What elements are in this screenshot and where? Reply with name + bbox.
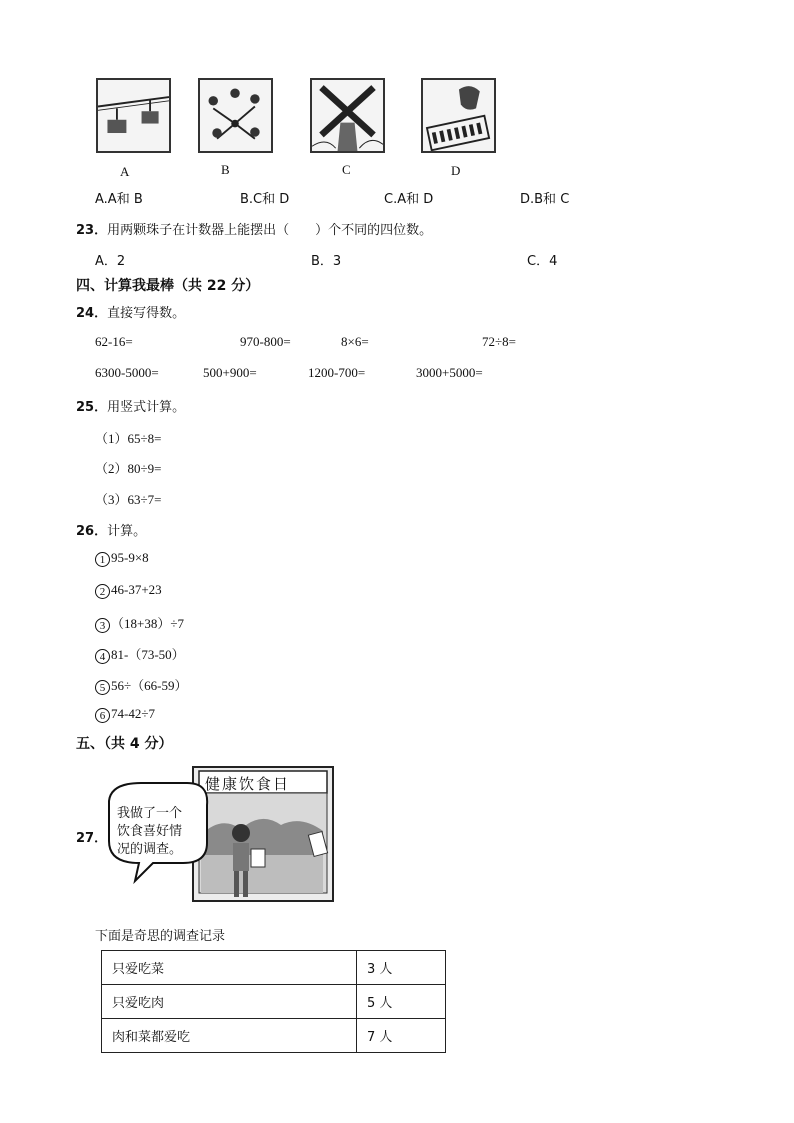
q25-item: （3）63÷7=	[95, 492, 162, 507]
section-4-title: 四、计算我最棒（共 22 分）	[76, 278, 260, 294]
picture-a-cable-car	[96, 78, 171, 153]
table-row	[102, 951, 446, 985]
merry-go-round-icon	[200, 80, 271, 151]
q24-number: 24．	[76, 306, 108, 321]
q25-text: 用竖式计算。	[107, 400, 186, 415]
table-cell-value: 5 人	[357, 985, 446, 1019]
q24-expr: 3000+5000=	[416, 365, 483, 380]
section-5-title: 五、（共 4 分）	[76, 736, 173, 752]
q24-expr: 500+900=	[203, 365, 257, 380]
q26-number: 26．	[76, 524, 108, 539]
q24-question	[76, 302, 185, 321]
q23-text: 用两颗珠子在计数器上能摆出（ ）个不同的四位数。	[107, 223, 433, 238]
survey-comic-illustration	[101, 765, 337, 905]
q26-item: 1 95-9×8	[95, 550, 149, 567]
q26-item: 6 74-42÷7	[95, 706, 155, 723]
q26-item: 5 56÷（66-59）	[95, 675, 187, 695]
pic-label-d: D	[451, 163, 461, 178]
table-cell-value: 3 人	[357, 951, 446, 985]
circled-number: 4	[95, 649, 110, 664]
abacus-icon	[423, 80, 494, 151]
q23-number: 23．	[76, 223, 108, 238]
q24-expr: 72÷8=	[482, 334, 516, 349]
q26-question	[76, 520, 146, 539]
q24-expr: 8×6=	[341, 334, 369, 349]
q24-expr: 1200-700=	[308, 365, 366, 380]
survey-record-table	[101, 950, 446, 1053]
table-cell-label: 只爱吃肉	[102, 985, 357, 1019]
q27-caption: 下面是奇思的调查记录	[95, 929, 226, 944]
q23-option-c[interactable]: C．4	[527, 254, 558, 269]
q26-item: 4 81-（73-50）	[95, 644, 185, 664]
table-cell-label: 只爱吃菜	[102, 951, 357, 985]
circled-number: 1	[95, 552, 110, 567]
picture-d-abacus	[421, 78, 496, 153]
q26-text: 计算。	[107, 524, 147, 539]
q25-item: （2）80÷9=	[95, 461, 162, 476]
windmill-icon	[312, 80, 383, 151]
circled-number: 5	[95, 680, 110, 695]
q27-number: 27．	[76, 831, 108, 846]
table-row	[102, 985, 446, 1019]
q22-option-c[interactable]: C.A和 D	[384, 192, 434, 207]
picture-c-windmill	[310, 78, 385, 153]
pic-label-a: A	[120, 164, 130, 179]
circled-number: 2	[95, 584, 110, 599]
cable-car-icon	[98, 80, 169, 151]
q25-question	[76, 396, 185, 415]
q25-item: （1）65÷8=	[95, 431, 162, 446]
comic-sign-text: 健康饮食日	[205, 775, 291, 793]
q24-expr: 970-800=	[240, 334, 291, 349]
q26-item: 2 46-37+23	[95, 582, 162, 599]
q24-text: 直接写得数。	[107, 306, 186, 321]
q23-option-a[interactable]: A．2	[95, 254, 126, 269]
table-cell-value: 7 人	[357, 1019, 446, 1053]
q24-expr: 6300-5000=	[95, 365, 159, 380]
q26-item: 3 （18+38）÷7	[95, 613, 184, 633]
picture-b-merry-go-round	[198, 78, 273, 153]
table-row	[102, 1019, 446, 1053]
pic-label-b: B	[221, 162, 230, 177]
circled-number: 3	[95, 618, 110, 633]
q22-option-a[interactable]: A.A和 B	[95, 192, 143, 207]
q24-expr: 62-16=	[95, 334, 133, 349]
circled-number: 6	[95, 708, 110, 723]
speech-bubble-text: 我做了一个 饮食喜好情 况的调查。	[117, 806, 183, 857]
pic-label-c: C	[342, 162, 351, 177]
q23-question	[76, 219, 432, 238]
q23-option-b[interactable]: B．3	[311, 254, 342, 269]
table-cell-label: 肉和菜都爱吃	[102, 1019, 357, 1053]
q25-number: 25．	[76, 400, 108, 415]
q22-option-b[interactable]: B.C和 D	[240, 192, 290, 207]
q22-option-d[interactable]: D.B和 C	[520, 192, 570, 207]
